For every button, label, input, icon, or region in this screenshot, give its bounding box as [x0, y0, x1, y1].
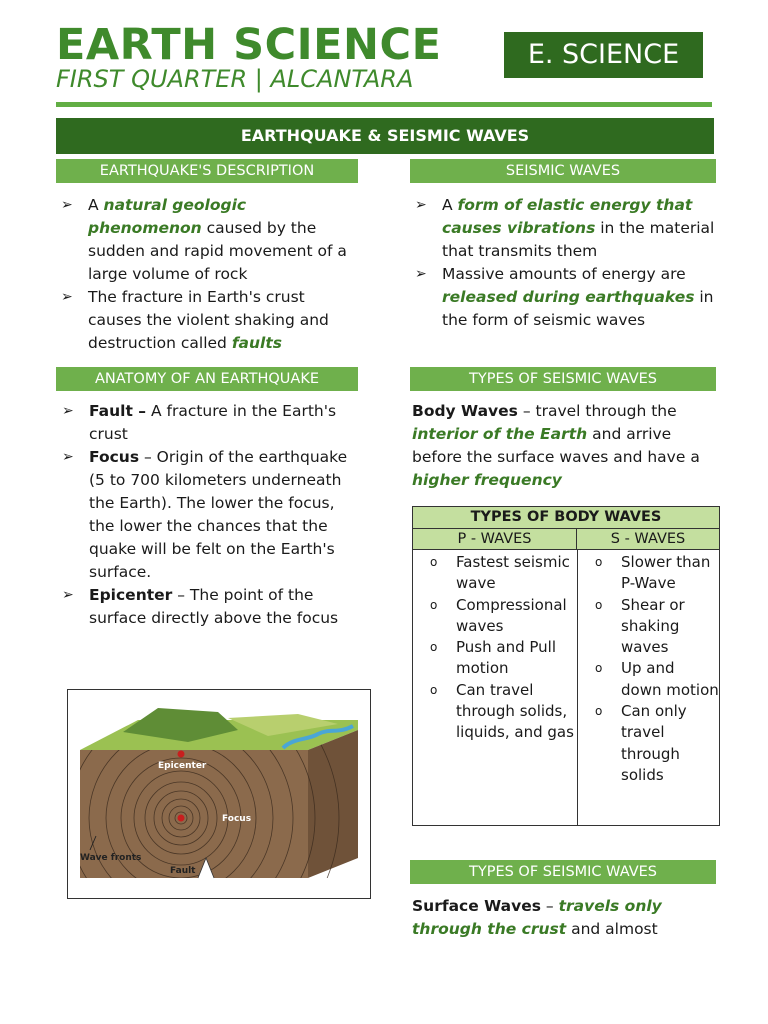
- epicenter-dot: [178, 751, 185, 758]
- anatomy-focus: ➢ Focus – Origin of the earthquake (5 to 700 kilometers underneath the Earth). The lower the focus, the lower the chances that the quake will be felt on the Earth's surface.: [62, 448, 348, 581]
- seismic-bullet-1: ➢ A form of elastic energy that causes vibrations in the material that transmits them: [415, 196, 715, 260]
- arrow-bullet-icon: ➢: [62, 403, 74, 419]
- section-earthquake-description: EARTHQUAKE'S DESCRIPTION: [56, 159, 358, 183]
- seismic-bullet-2: ➢ Massive amounts of energy are released during earthquakes in the form of seismic waves: [415, 265, 714, 329]
- section-seismic-waves: SEISMIC WAVES: [410, 159, 716, 183]
- table-column-headers: [413, 529, 719, 550]
- anatomy-text: [59, 400, 349, 630]
- circle-bullet-icon: o: [430, 555, 438, 569]
- arrow-bullet-icon: ➢: [62, 587, 74, 603]
- label-epicenter: Epicenter: [158, 761, 207, 771]
- arrow-bullet-icon: ➢: [62, 449, 74, 465]
- list-item: o Can only travel through solids: [595, 702, 687, 784]
- column-header-p-waves: P - WAVES: [413, 529, 577, 549]
- list-item: o Up and down motion: [595, 659, 719, 699]
- arrow-bullet-icon: ➢: [61, 197, 73, 213]
- list-item: o Shear or shaking waves: [595, 595, 685, 657]
- topic-banner: EARTHQUAKE & SEISMIC WAVES: [56, 118, 714, 154]
- section-anatomy: ANATOMY OF AN EARTHQUAKE: [56, 367, 358, 391]
- body-waves-table: [412, 506, 720, 826]
- label-wave-fronts: Wave fronts: [80, 853, 142, 863]
- circle-bullet-icon: o: [430, 597, 438, 612]
- description-bullet-1: ➢ A natural geologic phenomenon caused by the sudden and rapid movement of a large volume of rock: [61, 196, 347, 283]
- circle-bullet-icon: o: [595, 704, 603, 719]
- document-subtitle: FIRST QUARTER | ALCANTARA: [56, 65, 414, 93]
- table-title: TYPES OF BODY WAVES: [413, 507, 719, 529]
- arrow-bullet-icon: ➢: [415, 266, 427, 282]
- arrow-bullet-icon: ➢: [415, 197, 427, 213]
- circle-bullet-icon: o: [430, 640, 438, 655]
- arrow-bullet-icon: ➢: [61, 289, 73, 305]
- body-waves-text: Body Waves – travel through the interior of the Earth and arrive before the surface waves and have a higher frequency: [412, 402, 700, 489]
- circle-bullet-icon: o: [430, 682, 438, 697]
- description-text: [58, 194, 360, 355]
- description-bullet-2: ➢ The fracture in Earth's crust causes the violent shaking and destruction called faults: [61, 288, 329, 352]
- circle-bullet-icon: o: [595, 661, 603, 676]
- subject-badge: E. SCIENCE: [504, 32, 703, 78]
- anatomy-fault: ➢ Fault – A fracture in the Earth's crust: [62, 402, 337, 443]
- surface-waves-text: Surface Waves – travels only through the crust and almost: [412, 897, 662, 938]
- focus-dot: [178, 815, 185, 822]
- seismic-text: [412, 194, 718, 332]
- list-item: o Compressional waves: [430, 595, 567, 635]
- section-types-of-seismic-waves-2: TYPES OF SEISMIC WAVES: [410, 860, 716, 884]
- document-title: EARTH SCIENCE: [56, 20, 442, 70]
- list-item: o Can travel through solids, liquids, and gas: [430, 680, 574, 742]
- column-header-s-waves: S - WAVES: [577, 529, 719, 549]
- list-item: o Slower than P-Wave: [595, 553, 711, 593]
- p-waves-list: [413, 552, 577, 744]
- label-focus: Focus: [222, 814, 252, 824]
- anatomy-epicenter: ➢ Epicenter – The point of the surface directly above the focus: [62, 586, 339, 627]
- circle-bullet-icon: o: [595, 555, 603, 569]
- circle-bullet-icon: o: [595, 597, 603, 612]
- label-fault: Fault: [170, 866, 196, 876]
- s-waves-list: [578, 552, 719, 786]
- list-item: o Push and Pull motion: [430, 638, 556, 678]
- section-types-of-seismic-waves: TYPES OF SEISMIC WAVES: [410, 367, 716, 391]
- header-rule: [56, 102, 712, 107]
- list-item: o Fastest seismic wave: [430, 553, 570, 593]
- side-face: [308, 730, 358, 878]
- earthquake-block-diagram: [68, 690, 370, 898]
- earthquake-illustration: [67, 689, 371, 899]
